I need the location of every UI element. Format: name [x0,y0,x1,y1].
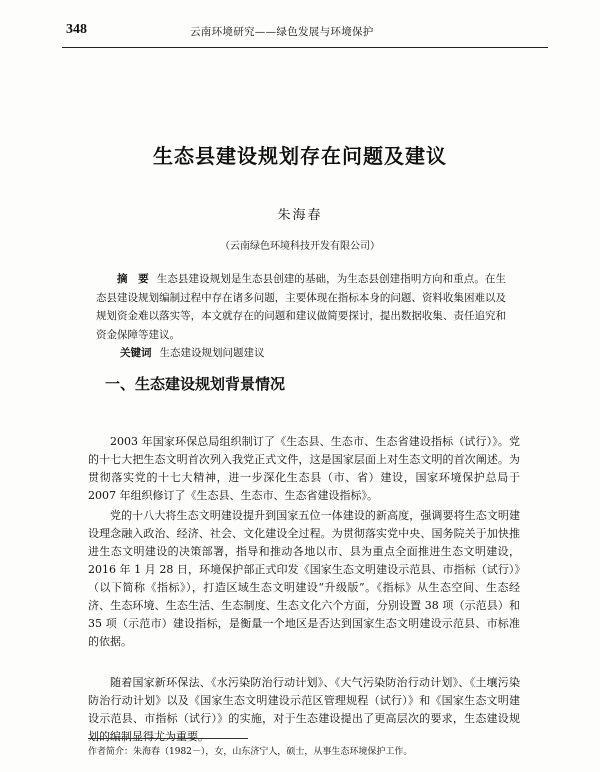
article-title: 生态县建设规划存在问题及建议 [153,144,447,168]
abstract-text: 生态县建设规划是生态县创建的基础，为生态县创建指明方向和重点。在生态县建设规划编制过程中存在诸多问题，主要体现在指标本身的问题、资料收集困难以及规划资金难以落实等，本文就存在的问题和建议做简要探讨，提出数据收集、责任追究和资金保障等建议。 [96,273,507,341]
body-paragraph: 党的十八大将生态文明建设提升到国家五位一体建设的新高度，强调要将生态文明建设理念融入政治、经济、社会、文化建设全过程。为贯彻落实党中央、国务院关于加快推进生态文明建设的决策部署，指导和推动各地以市、县为重点全面推进生态文明建设，2016 年 1 月 28 日，环境保护部正式印发《国家生态文明建设示范县、市指标（试行）》（以下简称《指标》），打造区域生态文明建设“升级版”。《指标》从生态空间、生态经济、生态环境、生态生活、生态制度、生态文化六个方面，分别设置 38 项（示范县）和 35 项（示范市）建设指标，是衡量一个地区是否达到国家生态文明建设示范县、市标准的依据。 [88,509,520,648]
footnote-rule [88,738,248,739]
keywords-label: 关键词 [120,347,152,359]
body-paragraph: 随着国家新环保法、《水污染防治行动计划》、《大气污染防治行动计划》、《土壤污染防治行动计划》以及《国家生态文明建设示范区管理规程（试行）》和《国家生态文明建设示范县、市指标（试行）》的实施，对于生态建设提出了更高层次的要求，生态建设规划的编制显得尤为重要。 [88,676,520,743]
author-footnote: 作者简介：朱海春（1982－），女，山东济宁人，硕士，从事生态环境保护工作。 [88,747,413,757]
body-paragraph: 2003 年国家环保总局组织制订了《生态县、生态市、生态省建设指标（试行）》。党的十七大把生态文明首次列入我党正式文件，这是国家层面上对生态文明的首次阐述。为贯彻落实党的十七大精神，进一步深化生态县（市、省）建设，国家环境保护总局于 2007 年组织修订了《生态县、生态市、生态省建设指标》。 [88,435,520,502]
header-rule [62,47,548,48]
author-affiliation: （云南绿色环境科技开发有限公司） [220,241,380,252]
page-number: 348 [66,22,87,37]
section-heading: 一、生态建设规划背景情况 [105,375,286,393]
keywords-text: 生态建设规划问题建议 [159,347,265,359]
keywords [120,345,265,360]
author-name: 朱海春 [277,208,323,223]
running-header: 云南环境研究——绿色发展与环境保护 [190,26,374,38]
abstract [96,270,506,344]
abstract-label: 摘 要 [117,273,149,285]
